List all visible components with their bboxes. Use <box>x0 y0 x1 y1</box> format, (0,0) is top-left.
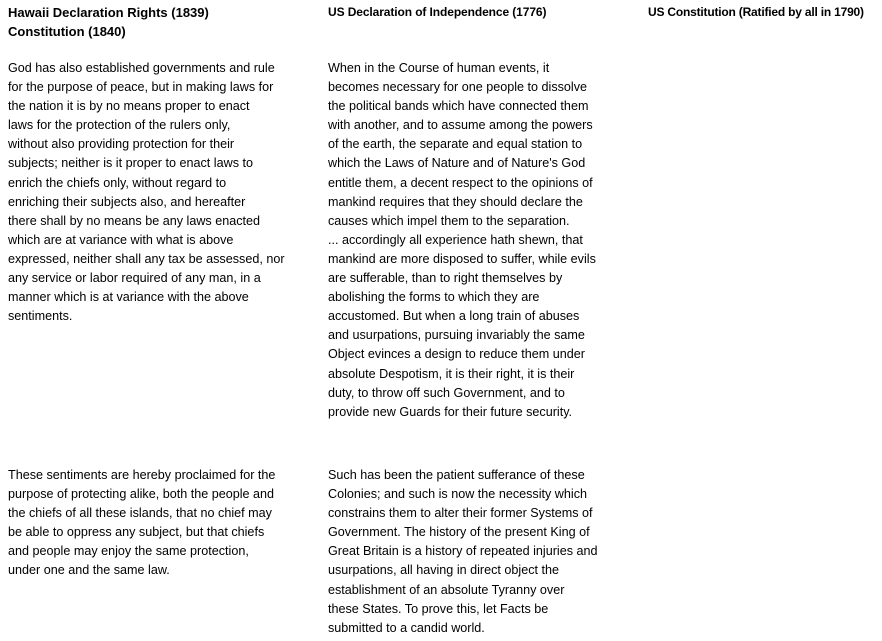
column-heading-constitution: US Constitution (Ratified by all in 1790) <box>648 5 864 19</box>
hawaii-text-row-2: These sentiments are hereby proclaimed for the purpose of protecting alike, both the people and the chiefs of all these islands, that no chief may be able to oppress any subject, but that chiefs and people may enjoy the same protection, under one and the same law. <box>8 468 276 578</box>
column-heading-declaration: US Declaration of Independence (1776) <box>328 5 547 19</box>
column-heading-hawaii: Hawaii Declaration Rights (1839) Constitution (1840) <box>8 5 209 39</box>
hawaii-text-row-1: God has also established governments and rule for the purpose of peace, but in making laws for the nation it is by no means proper to enact laws for the protection of the rulers only, without also providing protection for their subjects; neither is it proper to enact laws to enrich the chiefs only, without regard to enriching their subjects also, and hereafter there shall by no means be any laws enacted which are at variance with what is above expressed, neither shall any tax be assessed, nor any service or labor required of any man, in a manner which is at variance with the above sentiments. <box>8 61 285 324</box>
declaration-text-row-2: Such has been the patient sufferance of these Colonies; and such is now the necessity which constrains them to alter their former Systems of Government. The history of the present King of Great Britain is a history of repeated injuries and usurpations, all having in direct object the establishment of an absolute Tyranny over these States. To prove this, let Facts be submitted to a candid world. <box>328 468 598 635</box>
declaration-text-row-1: When in the Course of human events, it becomes necessary for one people to dissolve the political bands which have connected them with another, and to assume among the powers of the earth, the separate and equal station to which the Laws of Nature and of Nature's God entitle them, a decent respect to the opinions of mankind requires that they should declare the causes which impel them to the separation. ... accordingly all experience hath shewn, that mankind are more disposed to suffer, while evils are sufferable, than to right themselves by abolishing the forms to which they are accustomed. But when a long train of abuses and usurpations, pursuing invariably the same Object evinces a design to reduce them under absolute Despotism, it is their right, it is their duty, to throw off such Government, and to provide new Guards for their future security. <box>328 61 596 419</box>
